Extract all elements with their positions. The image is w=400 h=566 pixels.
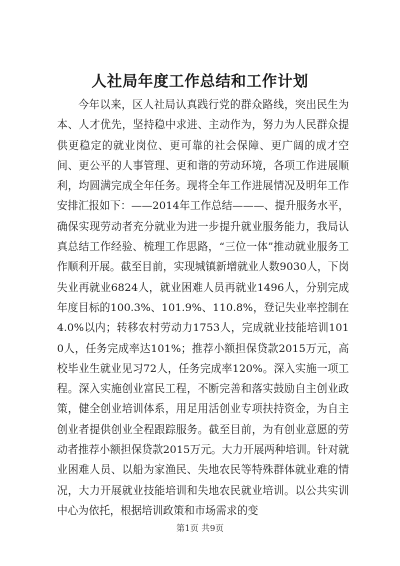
body-paragraph: 今年以来，区人社局认真践行党的群众路线，突出民生为本、人才优先，坚持稳中求进、主动作为，努力为人民群众提供更稳定的就业岗位、更可靠的社会保障、更广阔的成才空间、更公平的人事管理、更和谐的劳动环境，各项工作进展顺利，均圆满完成全年任务。现将全年工作进展情况及明年工作安排汇报如下：——2014年工作总结———、提升服务水平，确保实现劳动者充分就业为进一步提升就业服务能力，我局认真总结工作经验、梳理工作思路，“三位一体”推动就业服务工作顺利开展。截至目前，实现城镇新增就业人数9030人，下岗失业再就业6824人，就业困难人员再就业1496人，分别完成年度目标的100.3%、101.9%、110.8%，登记失业率控制在4.0%以内；转移农村劳动力1753人，完成就业技能培训1010人，任务完成率达101%；推荐小额担保贷款2015万元，高校毕业生就业见习72人，任务完成率120%。深入实施一项工程。深入实施创业富民工程，不断完善和落实鼓励自主创业政策，健全创业培训体系，用足用活创业专项扶持资金，为自主创业者提供创业全程跟踪服务。截至目前，为有创业意愿的劳动者推荐小额担保贷款2015万元。大力开展两种培训。针对就业困难人员、以船为家渔民、失地农民等特殊群体就业难的情况，大力开展就业技能培训和失地农民就业培训。以公共实训中心为依托，根据培训政策和市场需求的变: [57, 99, 349, 517]
document-body: [57, 95, 349, 521]
page-number-indicator: 第1页 共9页: [176, 524, 224, 534]
document-title: 人社局年度工作总结和工作计划: [91, 72, 309, 90]
